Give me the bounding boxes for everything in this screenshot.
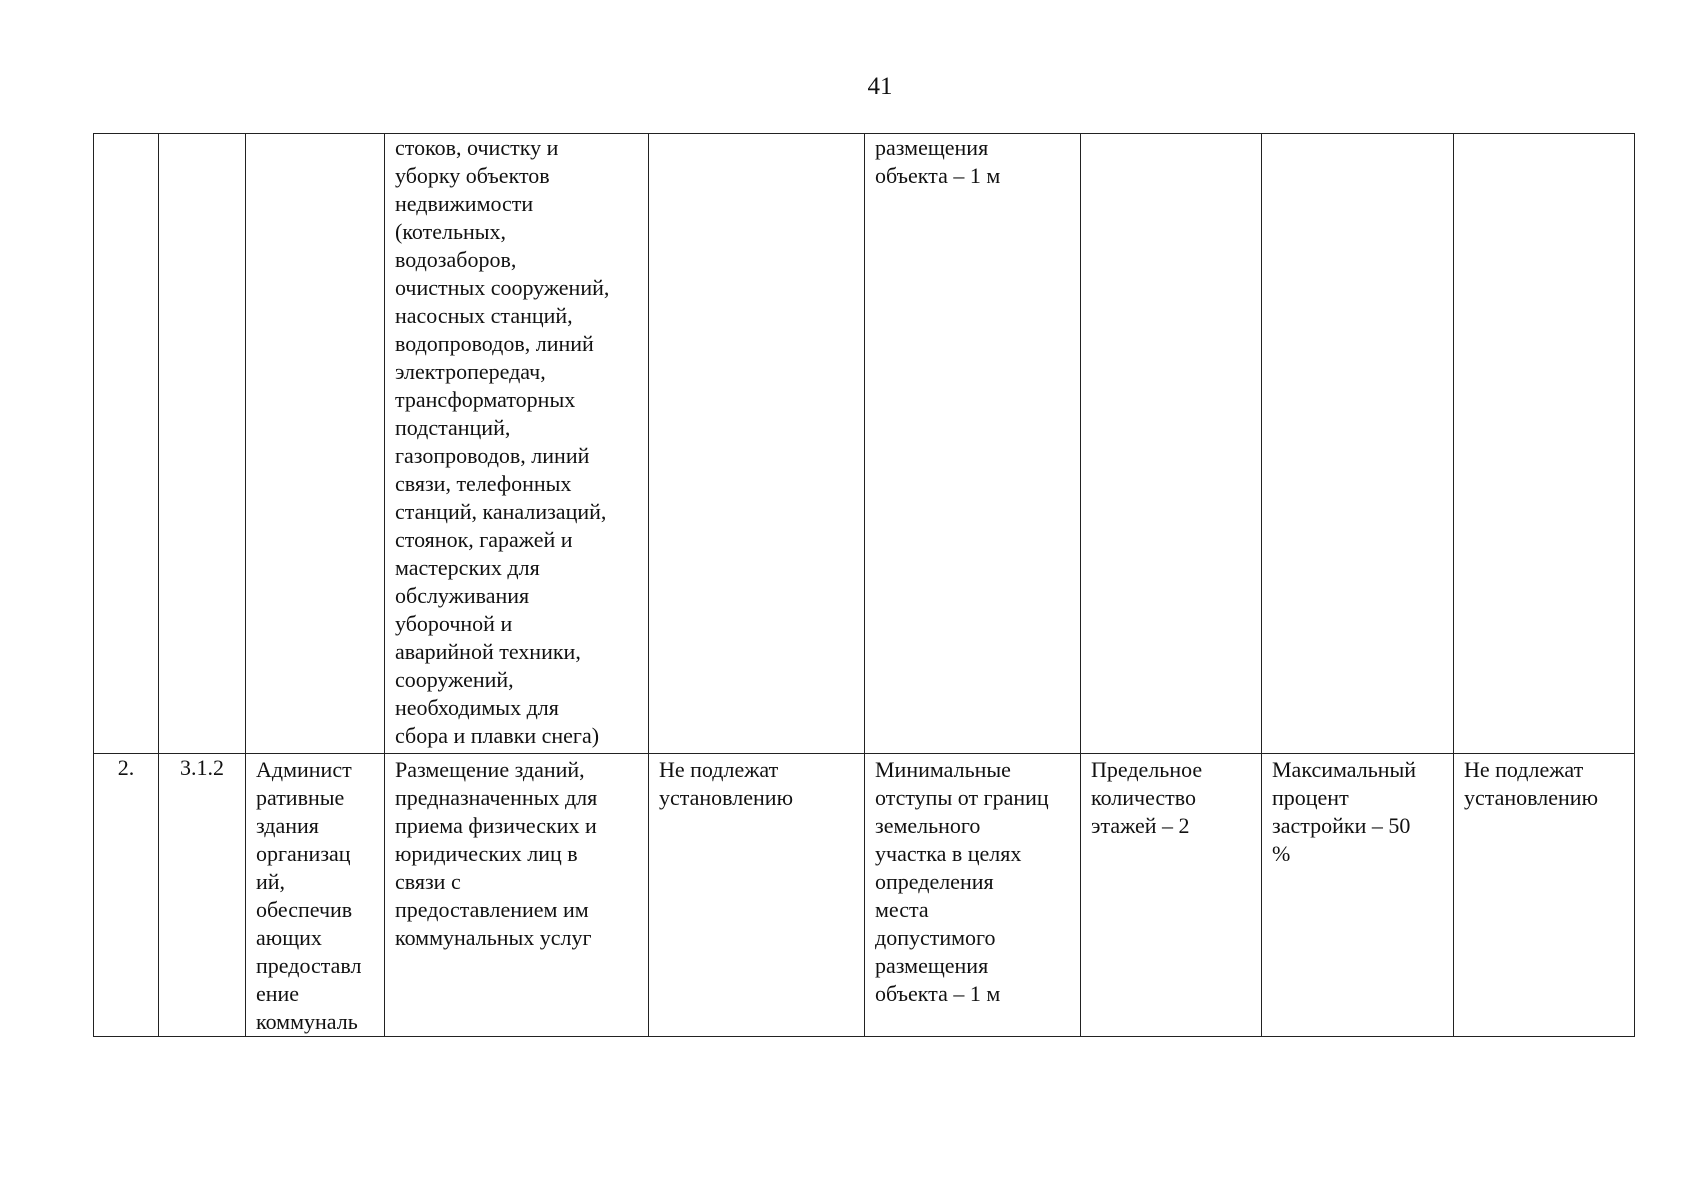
- cell-number: 2.: [94, 754, 159, 1037]
- cell-other: [1454, 134, 1635, 754]
- cell-setbacks: Минимальные отступы от границ земельного участка в целях определения места допустимого размещения объекта – 1 м: [865, 754, 1081, 1037]
- cell-description: Размещение зданий, предназначенных для приема физических и юридических лиц в связи с предоставлением им коммунальных услуг: [385, 754, 649, 1037]
- cell-coverage: Максимальный процент застройки – 50 %: [1262, 754, 1454, 1037]
- cell-coverage: [1262, 134, 1454, 754]
- cell-name: [246, 134, 385, 754]
- cell-code: 3.1.2: [159, 754, 246, 1037]
- cell-plot-size: Не подлежат установлению: [649, 754, 865, 1037]
- cell-floors: [1081, 134, 1262, 754]
- regulations-table: [93, 133, 1635, 1037]
- page-number: 41: [867, 73, 893, 100]
- cell-plot-size: [649, 134, 865, 754]
- table-row: [94, 134, 1635, 754]
- cell-description: стоков, очистку и уборку объектов недвижимости (котельных, водозаборов, очистных сооружений, насосных станций, водопроводов, линий электропередач, трансформаторных подстанций, газопроводов, линий связи, телефонных станций, канализаций, стоянок, гаражей и мастерских для обслуживания уборочной и аварийной техники, сооружений, необходимых для сбора и плавки снега): [385, 134, 649, 754]
- cell-name: Админист ративные здания организац ий, обеспечив ающих предоставл ение коммуналь: [246, 754, 385, 1037]
- cell-setbacks: размещения объекта – 1 м: [865, 134, 1081, 754]
- cell-floors: Предельное количество этажей – 2: [1081, 754, 1262, 1037]
- cell-other: Не подлежат установлению: [1454, 754, 1635, 1037]
- cell-code: [159, 134, 246, 754]
- cell-number: [94, 134, 159, 754]
- table-row: [94, 754, 1635, 1037]
